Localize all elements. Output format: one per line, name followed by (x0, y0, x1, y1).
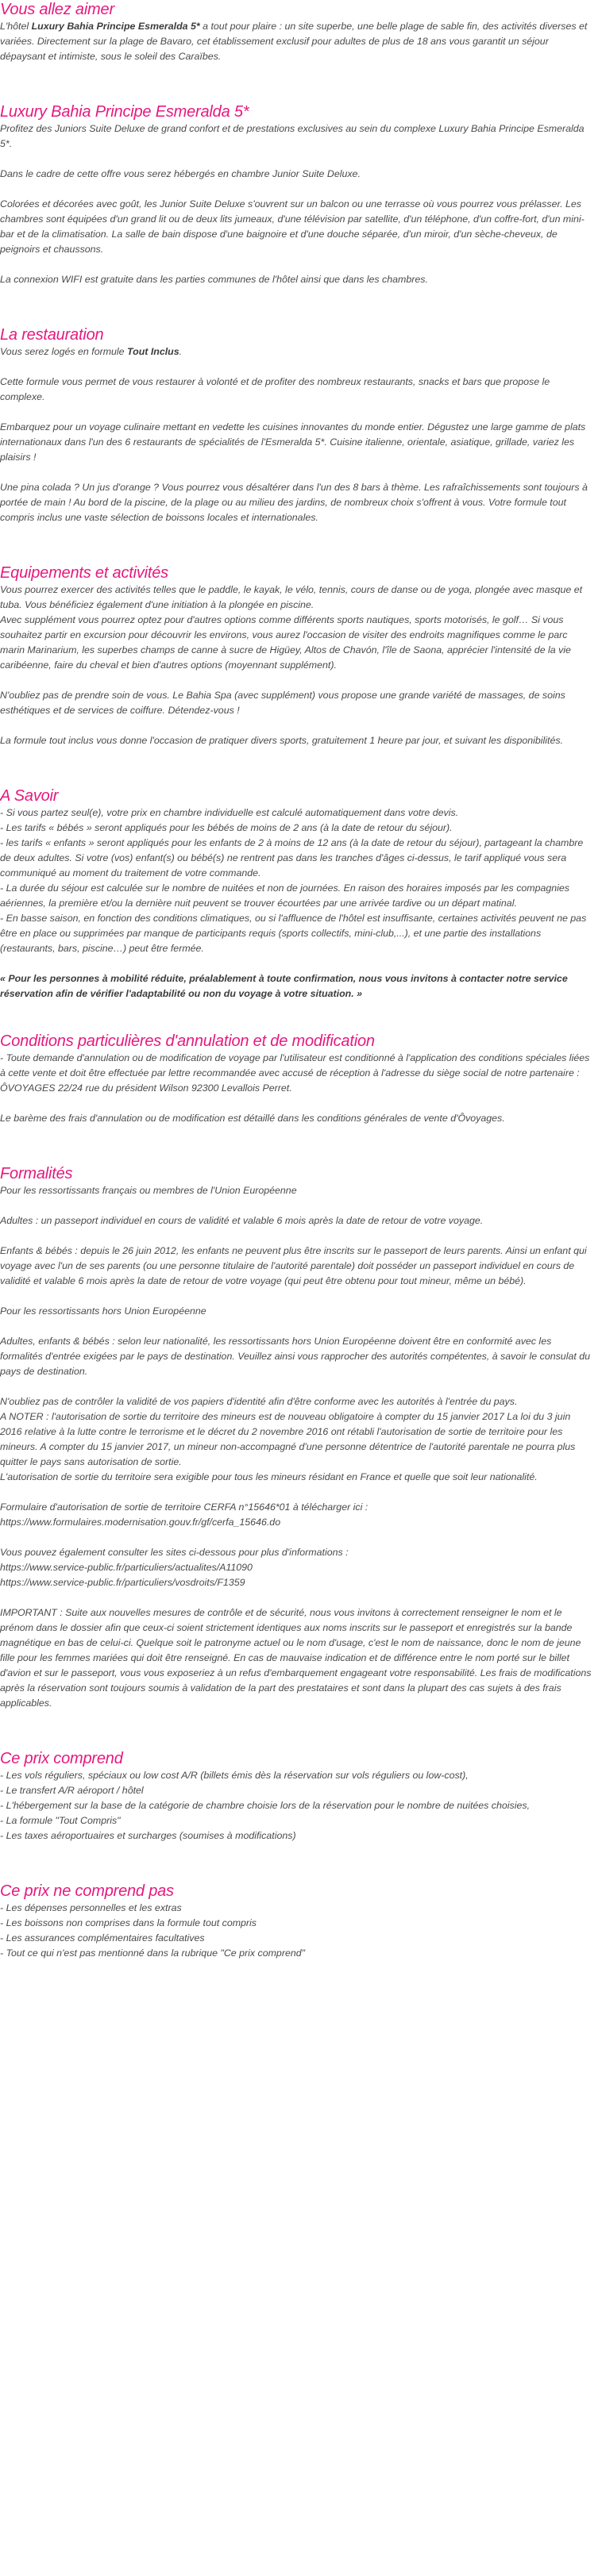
conditions-paragraph-1: - Toute demande d'annulation ou de modification de voyage par l'utilisateur est conditionné à l'application des conditions spéciales liées à cette vente et doit être effectuée par lettre recommandée avec accusé de réception à l'adresse du siège social de notre partenaire : ÔVOYAGES 22/24 rue du président Wilson 92300 Levallois Perret. (0, 1052, 590, 1094)
section-title-savoir: A Savoir (0, 787, 59, 805)
savoir-line-2: - Les tarifs « bébés » seront appliqués pour les bébés de moins de 2 ans (à la date de retour du séjour). (0, 822, 453, 833)
savoir-line-3: - les tarifs « enfants » seront appliqués pour les enfants de 2 à moins de 12 ans (à la date de retour du séjour), partageant la chambre de deux adultes. Si votre (vos) enfant(s) ou bébé(s) ne rentrent pas dans les tranches d'âges ci-dessus, le tarif appliqué vous sera communiqué au moment du traitement de votre commande. (0, 837, 584, 879)
formalites-paragraph-9: Formulaire d'autorisation de sortie de territoire CERFA n°15646*01 à télécharger ici : (0, 1501, 369, 1513)
noprix-item: - Tout ce qui n'est pas mentionné dans la rubrique "Ce prix comprend" (0, 1947, 306, 1959)
cerfa-link[interactable]: https://www.formulaires.modernisation.gouv.fr/gf/cerfa_15646.do (0, 1517, 281, 1528)
noprix-item: - Les assurances complémentaires facultatives (0, 1932, 205, 1944)
section-title-hotel: Luxury Bahia Principe Esmeralda 5* (0, 103, 249, 121)
section-title-intro: Vous allez aimer (0, 1, 114, 18)
prix-item: - L'hébergement sur la base de la catégorie de chambre choisie lors de la réservation pour le nombre de nuitées choisies, (0, 1800, 531, 1811)
savoir-line-1: - Si vous partez seul(e), votre prix en chambre individuelle est calculé automatiquement dans votre devis. (0, 807, 459, 818)
section-hotel (0, 102, 594, 287)
section-title-formalites: Formalités (0, 1165, 73, 1182)
formula-bold: Tout Inclus (127, 346, 179, 357)
section-conditions (0, 1032, 594, 1126)
savoir-line-5: - En basse saison, en fonction des conditions climatiques, ou si l'affluence de l'hôtel est insuffisante, certaines activités peuvent ne pas être en place ou supprimées par manque de participants requis (sports collectifs, mini-club,...), et une partie des installations (restaurants, bars, piscine…) peut être fermée. (0, 913, 587, 954)
section-title-prix-ne-comprend-pas: Ce prix ne comprend pas (0, 1882, 174, 1900)
hotel-name-bold: Luxury Bahia Principe Esmeralda 5* (31, 21, 200, 32)
conditions-paragraph-2: Le barème des frais d'annulation ou de modification est détaillé dans les conditions générales de vente d'Ôvoyages. (0, 1113, 505, 1124)
section-title-conditions: Conditions particulières d'annulation et de modification (0, 1032, 375, 1050)
noprix-item: - Les boissons non comprises dans la formule tout compris (0, 1917, 257, 1928)
restaurant-paragraph-2: Cette formule vous permet de vous restaurer à volonté et de profiter des nombreux restaurants, snacks et bars que propose le complexe. (0, 376, 550, 402)
formalites-paragraph-4: Pour les ressortissants hors Union Européenne (0, 1305, 206, 1317)
section-title-activities: Equipements et activités (0, 564, 168, 582)
formalites-paragraph-2: Adultes : un passeport individuel en cours de validité et valable 6 mois après la date de retour de votre voyage. (0, 1215, 484, 1226)
formalites-paragraph-1: Pour les ressortissants français ou membres de l'Union Européenne (0, 1185, 297, 1196)
hotel-paragraph-1: Profitez des Juniors Suite Deluxe de grand confort et de prestations exclusives au sein du complexe Luxury Bahia Principe Esmeralda 5*. (0, 123, 585, 149)
restaurant-paragraph-3: Embarquez pour un voyage culinaire mettant en vedette les cuisines innovantes du monde entier. Dégustez une large gamme de plats internationaux dans l'un des 6 restaurants de spécialités de l'Esmeralda 5*. Cuisine italienne, orientale, asiatique, grillade, variez les plaisirs ! (0, 421, 586, 463)
section-prix-comprend (0, 1749, 594, 1844)
service-public-link-2[interactable]: https://www.service-public.fr/particuliers/vosdroits/F1359 (0, 1577, 245, 1588)
hotel-paragraph-2: Dans le cadre de cette offre vous serez hébergés en chambre Junior Suite Deluxe. (0, 168, 361, 179)
section-activities (0, 563, 594, 748)
restaurant-paragraph-4: Une pina colada ? Un jus d'orange ? Vous pourrez vous désaltérer dans l'un des 8 bars à thème. Les rafraîchissements sont toujours à portée de main ! Au bord de la piscine, de la plage ou au milieu des jardins, de nombreux choix s'offrent à vous. Votre formule tout compris inclus une vaste sélection de boissons locales et internationales. (0, 482, 588, 523)
service-public-link-1[interactable]: https://www.service-public.fr/particuliers/actualites/A11090 (0, 1562, 253, 1573)
noprix-item: - Les dépenses personnelles et les extras (0, 1902, 182, 1913)
prix-item: - Les taxes aéroportuaires et surcharges (soumises à modifications) (0, 1830, 296, 1841)
activities-paragraph-1: Vous pourrez exercer des activités telles que le paddle, le kayak, le vélo, tennis, cours de danse ou de yoga, plongée avec masque et tuba. Vous bénéficiez également d'une initiation à la plongée en piscine. (0, 584, 583, 610)
section-restaurant (0, 325, 594, 525)
formalites-paragraph-important: IMPORTANT : Suite aux nouvelles mesures de contrôle et de sécurité, nous vous invitons à correctement renseigner le nom et le prénom dans le dossier afin que ceux-ci soient strictement identiques aux noms inscrits sur le passeport et enregistrés sur la bande magnétique en bas de celui-ci. Quelque soit le patronyme actuel ou le nom d'usage, c'est le nom de naissance, donc le nom de jeune fille pour les femmes mariées qui doit être renseigné. En cas de mauvaise indication et de différence entre le nom porté sur le billet d'avion et sur le passeport, vous vous exposeriez à un refus d'embarquement engageant votre responsabilité. Les frais de modifications après la réservation sont toujours soumis à validation de la part des prestataires et sont dans la plupart des cas sujets à des frais applicables. (0, 1607, 592, 1709)
activities-paragraph-3: N'oubliez pas de prendre soin de vous. Le Bahia Spa (avec supplément) vous propose une grande variété de massages, de soins esthétiques et de services de coiffure. Détendez-vous ! (0, 690, 565, 716)
prix-item: - Le transfert A/R aéroport / hôtel (0, 1785, 144, 1796)
formalites-paragraph-5: Adultes, enfants & bébés : selon leur nationalité, les ressortissants hors Union Européenne doivent être en conformité avec les formalités d'entrée exigées par le pays de destination. Veuillez ainsi vous rapprocher des autorités compétentes, à savoir le consulat du pays de destination. (0, 1336, 591, 1377)
section-formalites (0, 1164, 594, 1711)
formalites-paragraph-10: Vous pouvez également consulter les sites ci-dessous pour plus d'informations : (0, 1547, 349, 1558)
formalites-paragraph-3: Enfants & bébés : depuis le 26 juin 2012, les enfants ne peuvent plus être inscrits sur le passeport de leurs parents. Ainsi un enfant qui voyage avec l'un de ses parents (ou une personne titulaire de l'autorité parentale) doit posséder un passeport individuel en cours de validité et valable 6 mois après la date de retour de votre voyage (qui peut être obtenu pour tout mineur, même un bébé). (0, 1245, 587, 1286)
hotel-paragraph-3: Colorées et décorées avec goût, les Junior Suite Deluxe s'ouvrent sur un balcon ou une terrasse où vous pourrez vous prélasser. Les chambres sont équipées d'un grand lit ou de deux lits jumeaux, d'une télévision par satellite, d'un téléphone, d'un coffre-fort, d'un mini-bar et de la climatisation. La salle de bain dispose d'une baignoire et d'une douche séparée, d'un miroir, d'un sèche-cheveux, de peignoirs et chaussons. (0, 198, 585, 255)
activities-paragraph-4: La formule tout inclus vous donne l'occasion de pratiquer divers sports, gratuitement 1 heure par jour, et suivant les disponibilités. (0, 735, 564, 746)
section-intro (0, 0, 594, 64)
formalites-paragraph-6: N'oubliez pas de contrôler la validité de vos papiers d'identité afin d'être conforme avec les autorités à l'entrée du pays. (0, 1396, 518, 1407)
prix-item: - Les vols réguliers, spéciaux ou low cost A/R (billets émis dès la réservation sur vols réguliers ou low-cost), (0, 1770, 469, 1781)
intro-paragraph: L'hôtel Luxury Bahia Principe Esmeralda 5* a tout pour plaire : un site superbe, une belle plage de sable fin, des activités diverses et variées. Directement sur la plage de Bavaro, cet établissement exclusif pour adultes de plus de 18 ans vous garantit un séjour dépaysant et intimiste, sous le soleil des Caraïbes. (0, 21, 588, 62)
section-title-prix-comprend: Ce prix comprend (0, 1750, 123, 1767)
hotel-paragraph-4: La connexion WIFI est gratuite dans les parties communes de l'hôtel ainsi que dans les chambres. (0, 274, 428, 285)
activities-paragraph-2: Avec supplément vous pourrez optez pour d'autres options comme différents sports nautiques, sports motorisés, le golf… Si vous souhaitez partir en excursion pour découvrir les environs, vous aurez l'occasion de visiter des endroits magnifiques comme le parc marin Marinarium, les superbes champs de canne à sucre de Higüey, Altos de Chavón, l'île de Saona, apprécier l'intensité de la vie caribéenne, faire du cheval et bien d'autres options (moyennant supplément). (0, 614, 571, 671)
section-prix-ne-comprend-pas (0, 1882, 594, 1961)
savoir-line-4: - La durée du séjour est calculée sur le nombre de nuitées et non de journées. En raison des horaires imposés par les compagnies aériennes, la première et/ou la dernière nuit peuvent se trouver écourtées par une arrivée tardive ou un départ matinal. (0, 882, 570, 909)
formalites-paragraph-8: L'autorisation de sortie du territoire sera exigible pour tous les mineurs résidant en France et quelle que soit leur nationalité. (0, 1471, 538, 1482)
restaurant-paragraph-1: Vous serez logés en formule Tout Inclus. (0, 346, 183, 357)
section-savoir (0, 786, 594, 1002)
prix-item: - La formule "Tout Compris" (0, 1815, 121, 1826)
formalites-paragraph-7: A NOTER : l'autorisation de sortie du territoire des mineurs est de nouveau obligatoire à compter du 15 janvier 2017 La loi du 3 juin 2016 relative à la lutte contre le terrorisme et le décret du 2 novembre 2016 ont rétabli l'autorisation de sortie de territoire pour les mineurs. A compter du 15 janvier 2017, un mineur non-accompagné d'une personne détentrice de l'autorité parentale ne pourra plus quitter le pays sans autorisation de sortie. (0, 1411, 576, 1467)
section-title-restaurant: La restauration (0, 326, 104, 344)
savoir-pmr-notice: « Pour les personnes à mobilité réduite, préalablement à toute confirmation, nous vous invitons à contacter notre service réservation afin de vérifier l'adaptabilité ou non du voyage à votre situation. » (0, 973, 568, 999)
